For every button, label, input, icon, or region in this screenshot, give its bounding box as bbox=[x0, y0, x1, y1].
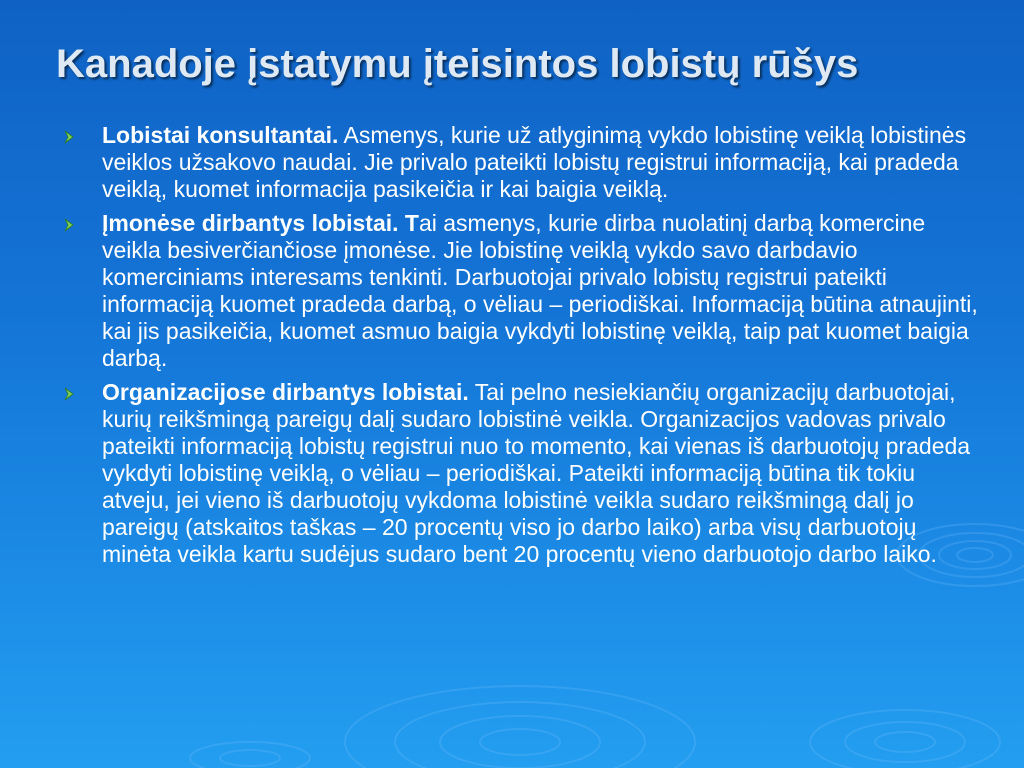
arrow-bullet-icon bbox=[62, 387, 76, 401]
slide-title: Kanadoje įstatymu įteisintos lobistų rūšys bbox=[56, 42, 859, 86]
bullet-text: Tai pelno nesiekiančių organizacijų darbuotojai, kurių reikšmingą pareigų dalį sudaro lobistinė veikla. Organizacijos vadovas privalo pateikti informaciją lobistų registrui nuo to momento, kai vienas iš darbuotojų pradeda vykdyti lobistinę veiklą, o vėliau – periodiškai. Pateikti informaciją būtina tik tokiu atveju, jei vieno iš darbuotojų vykdoma lobistinė veikla sudaro reikšmingą dalį jo pareigų (atskaitos taškas – 20 procentų viso jo darbo laiko) arba visų darbuotojų minėta veikla kartu sudėjus sudaro bent 20 procentų vieno darbuotojo darbo laiko. bbox=[102, 379, 971, 567]
bullet-list bbox=[60, 122, 980, 575]
bullet-item-organization-lobbyists bbox=[60, 379, 980, 568]
bullet-heading: Lobistai konsultantai. bbox=[102, 122, 339, 148]
bullet-text: ai asmenys, kurie dirba nuolatinį darbą komercine veikla besiverčiančiose įmonėse. Jie lobistinę veiklą vykdo savo darbdavio komerciniams interesams tenkinti. Darbuotojai privalo lobistų registrui pateikti informaciją kuomet pradeda darbą, o vėliau – periodiškai. Informaciją būtina atnaujinti, kai jis pasikeičia, kuomet asmuo baigia vykdyti lobistinę veiklą, taip pat kuomet baigia darbą. bbox=[102, 210, 978, 371]
bullet-heading: Organizacijose dirbantys lobistai. bbox=[102, 379, 469, 405]
arrow-bullet-icon bbox=[62, 130, 76, 144]
bullet-item-consultants bbox=[60, 122, 980, 203]
bullet-item-company-lobbyists bbox=[60, 210, 980, 372]
arrow-bullet-icon bbox=[62, 218, 76, 232]
bullet-text: Asmenys, kurie už atlyginimą vykdo lobistinę veiklą lobistinės veiklos užsakovo naudai. Jie privalo pateikti lobistų registrui informaciją, kai pradeda veiklą, kuomet informacija pasikeičia ir kai baigia veiklą. bbox=[102, 122, 967, 202]
bullet-heading: Įmonėse dirbantys lobistai. T bbox=[102, 210, 419, 236]
